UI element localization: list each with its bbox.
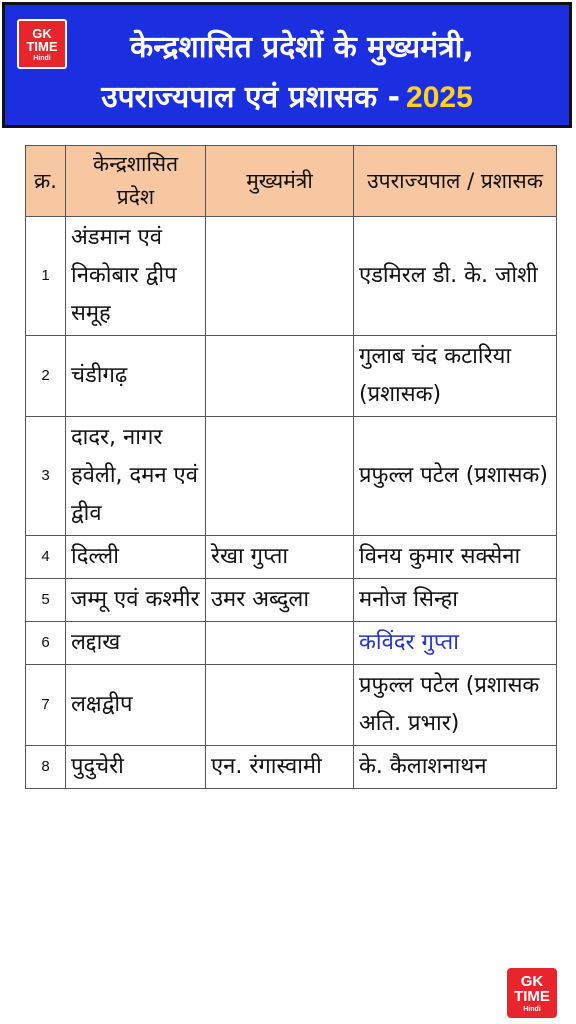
page-title-line2 [5,75,569,116]
row-territory: लद्दाख [66,622,206,665]
page-title-line2-text: उपराज्यपाल एवं प्रशासक - [101,80,401,115]
page-title-line1: केन्द्रशासित प्रदेशों के मुख्यमंत्री, [130,30,474,65]
logo-text-hindi: Hindi [33,54,51,62]
union-territories-table [25,145,557,789]
row-serial: 7 [26,665,66,746]
row-chief-minister: एन. रंगास्वामी [206,746,354,789]
logo-text-hindi: Hindi [523,1005,541,1013]
table-row [26,579,557,622]
row-lieutenant-governor: प्रफुल्ल पटेल (प्रशासक अति. प्रभार) [354,665,557,746]
row-lieutenant-governor: प्रफुल्ल पटेल (प्रशासक) [354,417,557,536]
column-header-serial: क्र. [26,146,66,217]
table-row [26,417,557,536]
row-serial: 8 [26,746,66,789]
row-territory: दिल्ली [66,536,206,579]
row-serial: 5 [26,579,66,622]
row-chief-minister: रेखा गुप्ता [206,536,354,579]
row-lieutenant-governor: एडमिरल डी. के. जोशी [354,217,557,336]
row-lieutenant-governor: मनोज सिन्हा [354,579,557,622]
column-header-territory: केन्द्रशासित प्रदेश [66,146,206,217]
row-serial: 1 [26,217,66,336]
table-header-row [26,146,557,217]
row-chief-minister [206,336,354,417]
logo-text-time: TIME [26,38,58,54]
row-territory: अंडमान एवं निकोबार द्वीप समूह [66,217,206,336]
row-chief-minister [206,665,354,746]
row-serial: 2 [26,336,66,417]
table-row [26,536,557,579]
table-row [26,622,557,665]
row-territory: लक्षद्वीप [66,665,206,746]
row-serial: 3 [26,417,66,536]
logo-text-gk: GK [32,25,52,41]
row-chief-minister: उमर अब्दुला [206,579,354,622]
row-chief-minister [206,417,354,536]
column-header-chief-minister: मुख्यमंत्री [206,146,354,217]
row-chief-minister [206,217,354,336]
row-chief-minister [206,622,354,665]
table-row [26,665,557,746]
row-territory: पुदुचेरी [66,746,206,789]
page-title-year: 2025 [406,81,473,114]
row-lieutenant-governor: गुलाब चंद कटारिया (प्रशासक) [354,336,557,417]
column-header-lieutenant-governor: उपराज्यपाल / प्रशासक [354,146,557,217]
row-territory: जम्मू एवं कश्मीर [66,579,206,622]
row-serial: 4 [26,536,66,579]
logo-text-gk: GK [520,972,544,990]
logo-text-time: TIME [514,987,550,1005]
row-lieutenant-governor: विनय कुमार सक्सेना [354,536,557,579]
row-lieutenant-governor: कविंदर गुप्ता [354,622,557,665]
table-row [26,336,557,417]
row-lieutenant-governor: के. कैलाशनाथन [354,746,557,789]
table-row [26,217,557,336]
gk-time-logo-footer [507,968,557,1018]
row-serial: 6 [26,622,66,665]
page-header [2,2,572,128]
table-row [26,746,557,789]
row-territory: दादर, नागर हवेली, दमन एवं द्वीव [66,417,206,536]
row-territory: चंडीगढ़ [66,336,206,417]
